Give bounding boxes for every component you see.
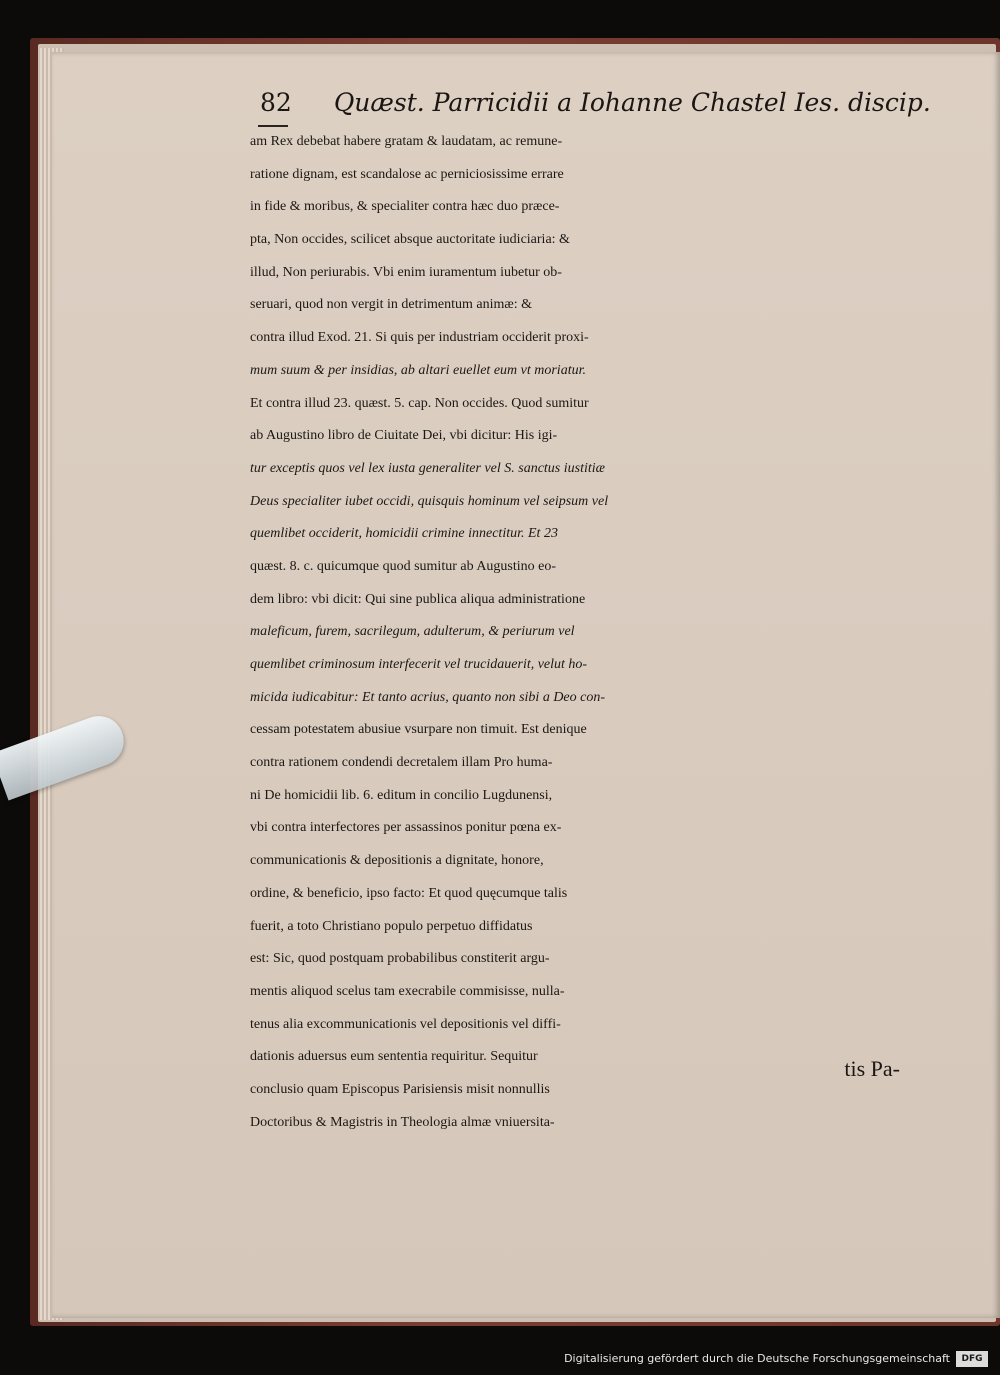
running-header (260, 88, 931, 128)
page-number: 82 (260, 88, 292, 117)
text-line: dationis aduersus eum sententia requiritur. Sequitur (250, 1049, 538, 1065)
text-line: vbi contra interfectores per assassinos ponitur pœna ex- (250, 820, 562, 836)
text-line: ordine, & beneficio, ipso facto: Et quod quęcumque talis (250, 885, 568, 901)
text-line: Et contra illud 23. quæst. 5. cap. Non occides. Quod sumitur (250, 395, 589, 411)
text-line: seruari, quod non vergit in detrimentum animæ: & (250, 297, 533, 313)
running-title: Quæst. Parricidii a Iohanne Chastel Ies. discip. (333, 88, 931, 117)
text-line: illud, Non periurabis. Vbi enim iuramentum iubetur ob- (250, 264, 562, 280)
text-line: conclusio quam Episcopus Parisiensis misit nonnullis (250, 1081, 550, 1097)
text-line: Doctoribus & Magistris in Theologia almæ vniuersita- (250, 1114, 555, 1130)
text-line: est: Sic, quod postquam probabilibus constiterit argu- (250, 951, 550, 967)
text-line: contra illud Exod. 21. Si quis per industriam occiderit proxi- (250, 330, 589, 346)
text-line: quemlibet occiderit, homicidii crimine innectitur. Et 23 (250, 526, 558, 542)
footer-bar (0, 1329, 1000, 1375)
text-line: communicationis & depositionis a dignitate, honore, (250, 853, 544, 869)
dfg-logo: DFG (956, 1351, 988, 1367)
body-text (250, 126, 910, 1139)
text-line: maleficum, furem, sacrilegum, adulterum, & periurum vel (250, 624, 575, 640)
text-line: ab Augustino libro de Ciuitate Dei, vbi dicitur: His igi- (250, 428, 558, 444)
text-line: Deus specialiter iubet occidi, quisquis hominum vel seipsum vel (250, 493, 609, 509)
text-line: quæst. 8. c. quicumque quod sumitur ab Augustino eo- (250, 558, 557, 574)
text-line: ni De homicidii lib. 6. editum in concilio Lugdunensi, (250, 787, 553, 803)
text-line: cessam potestatem abusiue vsurpare non timuit. Est denique (250, 722, 587, 738)
text-line: micida iudicabitur: Et tanto acrius, quanto non sibi a Deo con- (250, 689, 606, 705)
text-line: contra rationem condendi decretalem illam Pro huma- (250, 755, 553, 771)
text-line: in fide & moribus, & specialiter contra hæc duo præce- (250, 199, 560, 215)
text-line: tur exceptis quos vel lex iusta generaliter vel S. sanctus iustitiæ (250, 460, 605, 476)
text-line: ratione dignam, est scandalose ac perniciosissime errare (250, 166, 564, 182)
catchword: tis Pa- (844, 1056, 900, 1081)
text-line: fuerit, a toto Christiano populo perpetuo diffidatus (250, 918, 533, 934)
footer-credit: Digitalisierung gefördert durch die Deutsche Forschungsgemeinschaft (564, 1352, 950, 1365)
text-line: mentis aliquod scelus tam execrabile commisisse, nulla- (250, 983, 565, 999)
text-line: pta, Non occides, scilicet absque auctoritate iudiciaria: & (250, 232, 570, 248)
text-line: dem libro: vbi dicit: Qui sine publica aliqua administratione (250, 591, 586, 607)
text-line: tenus alia excommunicationis vel depositionis vel diffi- (250, 1016, 561, 1032)
text-line: mum suum & per insidias, ab altari euellet eum vt moriatur. (250, 362, 586, 378)
text-line: am Rex debebat habere gratam & laudatam, ac remune- (250, 134, 563, 149)
text-line: quemlibet criminosum interfecerit vel trucidauerit, velut ho- (250, 657, 588, 672)
